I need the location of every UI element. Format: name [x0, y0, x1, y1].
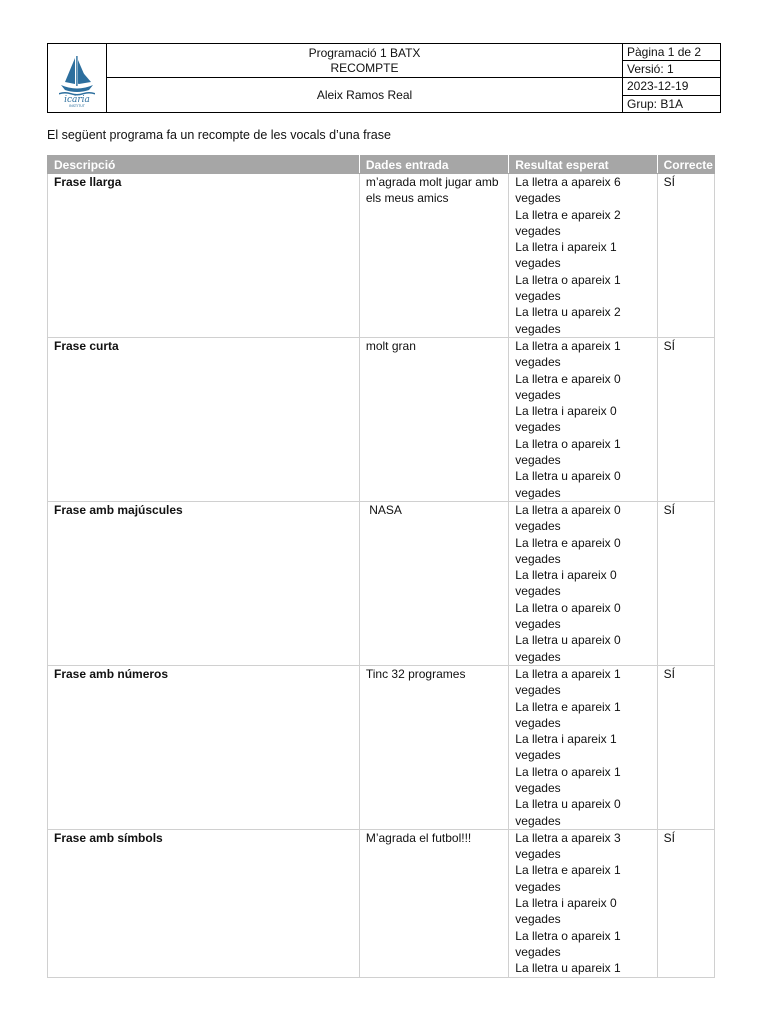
row-description: Frase llarga	[48, 174, 360, 338]
table-row	[48, 174, 715, 338]
logo-cell	[48, 44, 107, 113]
result-line: La lletra o apareix 1 vegades	[515, 436, 621, 468]
result-line: La lletra e apareix 1 vegades	[515, 699, 621, 730]
result-line: La lletra a apareix 1 vegades	[515, 338, 621, 370]
table-row	[48, 337, 715, 501]
result-line: La lletra o apareix 1 vegades	[515, 272, 621, 304]
document-header	[47, 43, 721, 113]
row-input: M’agrada el futbol!!!	[359, 829, 508, 977]
school-logo-icon	[53, 44, 101, 108]
row-description: Frase amb majúscules	[48, 501, 360, 665]
result-line: La lletra i apareix 0 vegades	[515, 896, 617, 927]
result-line: La lletra u apareix 1	[515, 961, 621, 976]
row-correct: SÍ	[657, 337, 714, 501]
row-correct: SÍ	[657, 665, 714, 829]
result-line: La lletra e apareix 2 vegades	[515, 207, 621, 238]
intro-text: El següent programa fa un recompte de les vocals d’una frase	[47, 128, 391, 142]
row-result	[509, 174, 657, 338]
table-row	[48, 501, 715, 665]
row-correct: SÍ	[657, 829, 714, 977]
column-header-result: Resultat esperat	[509, 156, 657, 174]
result-line: La lletra e apareix 0 vegades	[515, 535, 621, 566]
table-header-row	[48, 156, 715, 174]
document-subtitle: RECOMPTE	[330, 60, 399, 75]
group: Grup: B1A	[623, 96, 721, 113]
result-line: La lletra o apareix 1 vegades	[515, 928, 621, 959]
result-line: La lletra e apareix 0 vegades	[515, 371, 621, 402]
row-result	[509, 829, 657, 977]
test-table	[47, 155, 715, 978]
row-description: Frase amb números	[48, 665, 360, 829]
row-input: molt gran	[359, 337, 508, 501]
row-correct: SÍ	[657, 174, 714, 338]
table-row	[48, 829, 715, 977]
version: Versió: 1	[623, 61, 721, 78]
page-number: Pàgina 1 de 2	[623, 44, 721, 61]
column-header-description: Descripció	[48, 156, 360, 174]
result-line: La lletra u apareix 2 vegades	[515, 305, 621, 336]
result-line: La lletra o apareix 1 vegades	[515, 764, 621, 795]
result-line: La lletra i apareix 1 vegades	[515, 240, 617, 271]
row-description: Frase amb símbols	[48, 829, 360, 977]
column-header-input: Dades entrada	[359, 156, 508, 174]
result-line: La lletra o apareix 0 vegades	[515, 600, 621, 632]
svg-text:INSTITUT: INSTITUT	[69, 104, 85, 108]
result-line: La lletra u apareix 0 vegades	[515, 797, 621, 828]
result-line: La lletra i apareix 0 vegades	[515, 568, 617, 599]
row-input: NASA	[359, 501, 508, 665]
table-body	[48, 174, 715, 978]
result-line: La lletra e apareix 1 vegades	[515, 863, 621, 894]
date: 2023-12-19	[623, 78, 721, 96]
column-header-correct: Correcte	[657, 156, 714, 174]
author-name: Aleix Ramos Real	[107, 78, 623, 113]
row-input: m’agrada molt jugar amb els meus amics	[359, 174, 508, 338]
result-line: La lletra a apareix 3 vegades	[515, 830, 621, 862]
row-input: Tinc 32 programes	[359, 665, 508, 829]
row-description: Frase curta	[48, 337, 360, 501]
row-correct: SÍ	[657, 501, 714, 665]
row-result	[509, 665, 657, 829]
result-line: La lletra a apareix 1 vegades	[515, 666, 621, 698]
table-row	[48, 665, 715, 829]
result-line: La lletra u apareix 0 vegades	[515, 469, 621, 500]
result-line: La lletra i apareix 1 vegades	[515, 732, 617, 763]
result-line: La lletra a apareix 0 vegades	[515, 502, 621, 534]
result-line: La lletra u apareix 0 vegades	[515, 633, 621, 664]
course-title: Programació 1 BATX	[308, 45, 421, 60]
result-line: La lletra i apareix 0 vegades	[515, 404, 617, 435]
result-line: La lletra a apareix 6 vegades	[515, 175, 621, 206]
row-result	[509, 337, 657, 501]
row-result	[509, 501, 657, 665]
svg-text:icària: icària	[64, 95, 90, 105]
document-title	[107, 44, 623, 78]
